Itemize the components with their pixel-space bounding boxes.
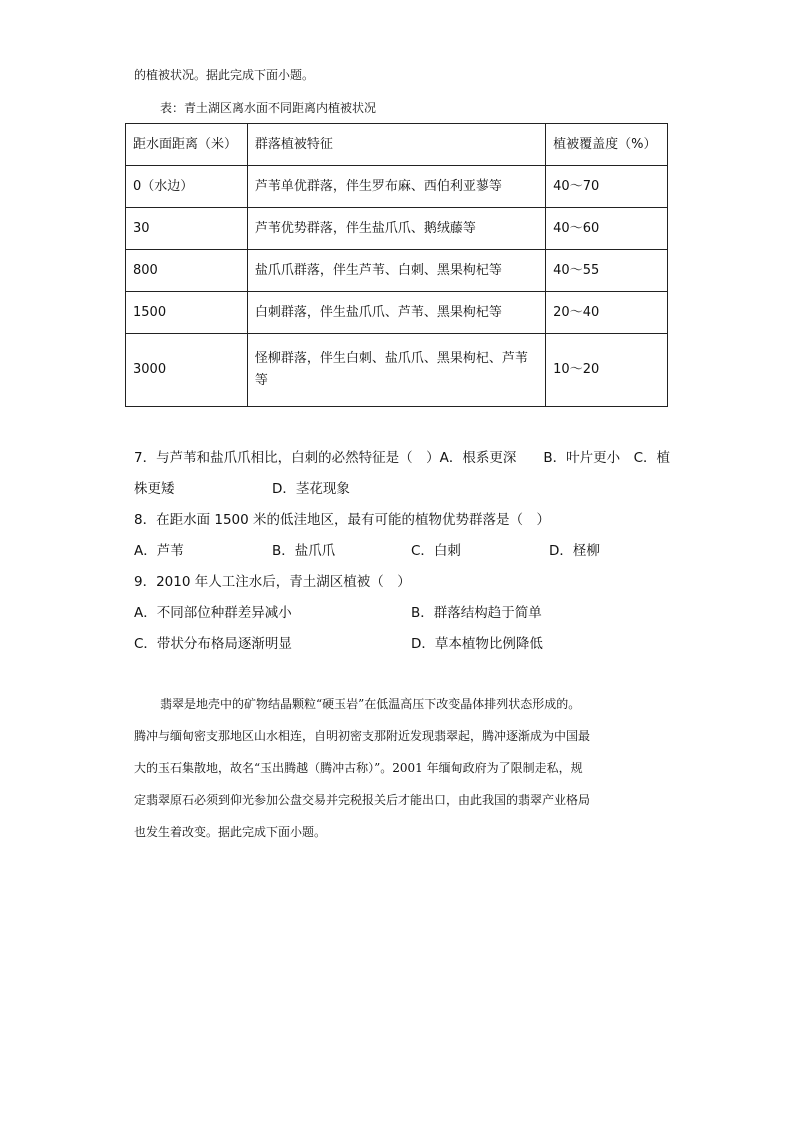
column-header-community: 群落植被特征 — [247, 124, 545, 166]
cell-community: 芦苇单优群落，伴生罗布麻、西伯利亚蓼等 — [247, 166, 545, 208]
question-7-option-d: D．茎花现象 — [272, 481, 350, 497]
passage-line-3: 大的玉石集散地，故名“玉出腾越（腾冲古称）”。2001 年缅甸政府为了限制走私，规 — [134, 761, 583, 775]
passage-line-4: 定翡翠原石必须到仰光参加公盘交易并完税报关后才能出口，由此我国的翡翠产业格局 — [134, 793, 591, 807]
cell-distance: 1500 — [126, 292, 248, 334]
table-row — [126, 292, 668, 334]
table-header-row — [126, 124, 668, 166]
vegetation-table — [125, 123, 668, 407]
table-row — [126, 334, 668, 407]
question-8-option-a: A．芦苇 — [134, 543, 184, 559]
question-9-option-d: D．草本植物比例降低 — [411, 636, 543, 652]
cell-distance: 0（水边） — [126, 166, 248, 208]
cell-community: 芦苇优势群落，伴生盐爪爪、鹅绒藤等 — [247, 208, 545, 250]
table-row — [126, 166, 668, 208]
cell-coverage: 10～20 — [546, 334, 668, 407]
question-9-stem: 9．2010 年人工注水后，青土湖区植被（ ） — [134, 574, 411, 590]
question-9-options-row-1 — [0, 601, 794, 621]
passage-line-5: 也发生着改变。据此完成下面小题。 — [134, 825, 327, 839]
question-8-option-b: B．盐爪爪 — [272, 543, 336, 559]
question-8-options — [0, 539, 794, 559]
question-8-stem: 8．在距水面 1500 米的低洼地区，最有可能的植物优势群落是（ ） — [134, 512, 551, 528]
question-9-option-a: A．不同部位种群差异减小 — [134, 605, 292, 621]
cell-distance: 30 — [126, 208, 248, 250]
question-7-line-2: 株更矮 — [134, 481, 175, 497]
cell-distance: 800 — [126, 250, 248, 292]
cell-coverage: 20～40 — [546, 292, 668, 334]
cell-coverage: 40～60 — [546, 208, 668, 250]
question-8-option-c: C．白刺 — [411, 543, 461, 559]
column-header-coverage: 植被覆盖度（%） — [546, 124, 668, 166]
cell-distance: 3000 — [126, 334, 248, 407]
question-9-option-c: C．带状分布格局逐渐明显 — [134, 636, 292, 652]
table-row — [126, 250, 668, 292]
column-header-distance: 距水面距离（米） — [126, 124, 248, 166]
question-9-option-b: B．群落结构趋于简单 — [411, 605, 542, 621]
question-9-options-row-2 — [0, 632, 794, 652]
question-7-line-1: 7．与芦苇和盐爪爪相比，白刺的必然特征是（ ）A．根系更深 B．叶片更小 C．植 — [134, 450, 671, 466]
intro-text: 的植被状况。据此完成下面小题。 — [134, 68, 315, 82]
table-row — [126, 208, 668, 250]
passage-line-2: 腾冲与缅甸密支那地区山水相连，自明初密支那附近发现翡翠起，腾冲逐渐成为中国最 — [134, 729, 591, 743]
question-8-option-d: D．柽柳 — [549, 543, 600, 559]
cell-community: 白刺群落，伴生盐爪爪、芦苇、黑果枸杞等 — [247, 292, 545, 334]
cell-community: 盐爪爪群落，伴生芦苇、白刺、黑果枸杞等 — [247, 250, 545, 292]
passage-line-1: 翡翠是地壳中的矿物结晶颗粒“硬玉岩”在低温高压下改变晶体排列状态形成的。 — [160, 697, 581, 711]
cell-coverage: 40～70 — [546, 166, 668, 208]
table-caption: 表：青土湖区离水面不同距离内植被状况 — [160, 101, 377, 115]
cell-coverage: 40～55 — [546, 250, 668, 292]
cell-community: 怪柳群落，伴生白刺、盐爪爪、黑果枸杞、芦苇等 — [247, 334, 545, 407]
